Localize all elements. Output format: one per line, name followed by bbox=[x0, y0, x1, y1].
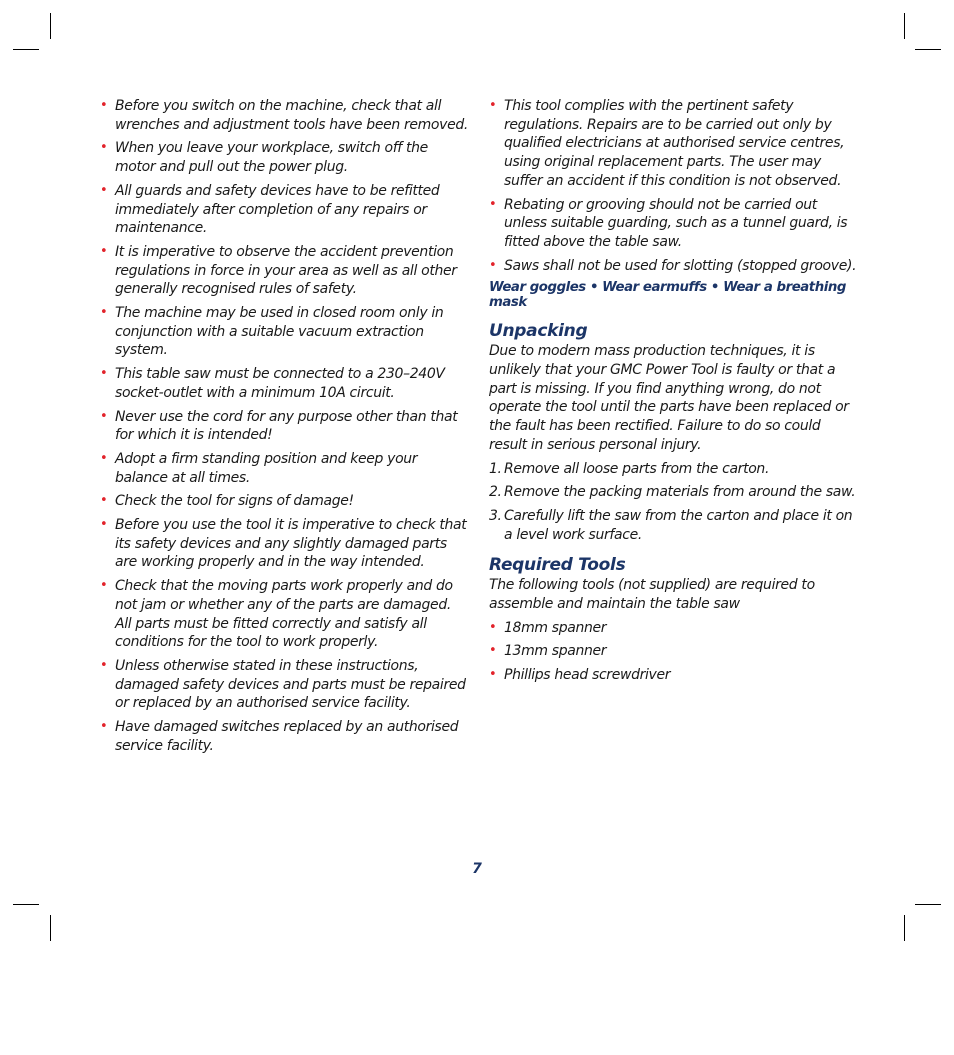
unpacking-paragraph: Due to modern mass production techniques, it is unlikely that your GMC Power Tool is faulty or that a part is missing. If you find anything wrong, do not operate the tool until the parts have been replaced or the fault has been rectified. Failure to do so could result in serious personal injury. bbox=[489, 343, 849, 453]
step-item: 2. Remove the packing materials from around the saw. bbox=[489, 484, 856, 501]
safety-list-left bbox=[100, 97, 468, 756]
required-tools-heading: Required Tools bbox=[489, 555, 626, 576]
crop-mark-bottom-right-h bbox=[915, 904, 941, 905]
list-item: • Unless otherwise stated in these instructions, damaged safety devices and parts must be repaired or replaced by an authorised service facility. bbox=[100, 657, 466, 712]
list-item: • It is imperative to observe the accident prevention regulations in force in your area as well as all other generally recognised rules of safety. bbox=[100, 243, 457, 298]
bullet-icon: • bbox=[100, 140, 108, 156]
bullet-icon: • bbox=[489, 667, 497, 683]
bullet-icon: • bbox=[100, 243, 108, 259]
list-item: • Saws shall not be used for slotting (stopped groove). bbox=[489, 257, 857, 274]
crop-mark-top-left-v bbox=[50, 13, 51, 39]
crop-mark-top-right-v bbox=[904, 13, 905, 39]
list-item: • 13mm spanner bbox=[489, 643, 607, 660]
crop-mark-bottom-left-v bbox=[50, 915, 51, 941]
step-item: 3. Carefully lift the saw from the carton and place it on a level work surface. bbox=[489, 507, 853, 543]
page-number: 7 bbox=[472, 861, 482, 877]
bullet-icon: • bbox=[489, 643, 497, 659]
list-item: • The machine may be used in closed room only in conjunction with a suitable vacuum extraction system. bbox=[100, 305, 444, 359]
crop-mark-top-right-h bbox=[915, 49, 941, 50]
list-item: • This table saw must be connected to a 230–240V socket-outlet with a minimum 10A circuit. bbox=[100, 366, 445, 401]
bullet-icon: • bbox=[100, 182, 108, 198]
bullet-icon: • bbox=[100, 517, 108, 533]
list-item: • Before you switch on the machine, check that all wrenches and adjustment tools have been removed. bbox=[100, 98, 468, 133]
bullet-icon: • bbox=[100, 305, 108, 321]
required-tools-paragraph: The following tools (not supplied) are required to assemble and maintain the table saw bbox=[489, 577, 815, 613]
required-tools-list bbox=[489, 619, 861, 685]
list-item: • Check the tool for signs of damage! bbox=[100, 493, 354, 510]
list-item: • 18mm spanner bbox=[489, 619, 607, 636]
crop-mark-top-left-h bbox=[13, 49, 39, 50]
right-column bbox=[489, 97, 861, 690]
bullet-icon: • bbox=[489, 257, 497, 273]
bullet-icon: • bbox=[100, 98, 108, 113]
step-item: 1. Remove all loose parts from the carton. bbox=[489, 460, 770, 477]
step-number: 3. bbox=[489, 507, 502, 524]
bullet-icon: • bbox=[489, 98, 497, 113]
unpacking-steps bbox=[489, 460, 861, 545]
bullet-icon: • bbox=[100, 450, 108, 466]
list-item: • Check that the moving parts work properly and do not jam or whether any of the parts are damaged. All parts must be fitted correctly and satisfy all conditions for the tool to work properly. bbox=[100, 578, 453, 651]
step-number: 1. bbox=[489, 460, 502, 477]
list-item: • All guards and safety devices have to be refitted immediately after completion of any repairs or maintenance. bbox=[100, 182, 440, 237]
crop-mark-bottom-right-v bbox=[904, 915, 905, 941]
bullet-icon: • bbox=[489, 619, 497, 635]
list-item: • Phillips head screwdriver bbox=[489, 667, 671, 684]
unpacking-heading: Unpacking bbox=[489, 321, 588, 342]
bullet-icon: • bbox=[100, 578, 108, 594]
bullet-icon: • bbox=[100, 366, 108, 382]
left-column bbox=[100, 97, 468, 761]
bullet-icon: • bbox=[489, 196, 497, 212]
safety-list-right bbox=[489, 97, 861, 275]
step-number: 2. bbox=[489, 484, 502, 501]
bullet-icon: • bbox=[100, 657, 108, 673]
bullet-icon: • bbox=[100, 493, 108, 509]
crop-mark-bottom-left-h bbox=[13, 904, 39, 905]
list-item: • When you leave your workplace, switch off the motor and pull out the power plug. bbox=[100, 140, 428, 176]
protective-equipment-warning: Wear goggles • Wear earmuffs • Wear a breathing mask bbox=[489, 280, 846, 311]
list-item: • Rebating or grooving should not be carried out unless suitable guarding, such as a tunnel guard, is fitted above the table saw. bbox=[489, 196, 848, 250]
bullet-icon: • bbox=[100, 408, 108, 424]
list-item: • Have damaged switches replaced by an authorised service facility. bbox=[100, 719, 459, 754]
list-item: • Adopt a firm standing position and keep your balance at all times. bbox=[100, 450, 418, 486]
list-item: • Never use the cord for any purpose other than that for which it is intended! bbox=[100, 408, 458, 444]
list-item: • This tool complies with the pertinent safety regulations. Repairs are to be carried out only by qualified electricians at authorised service centres, using original replacement parts. The user may suffer an accident if this condition is not observed. bbox=[489, 98, 845, 189]
list-item: • Before you use the tool it is imperative to check that its safety devices and any slightly damaged parts are working properly and in the way intended. bbox=[100, 517, 467, 571]
bullet-icon: • bbox=[100, 719, 108, 735]
